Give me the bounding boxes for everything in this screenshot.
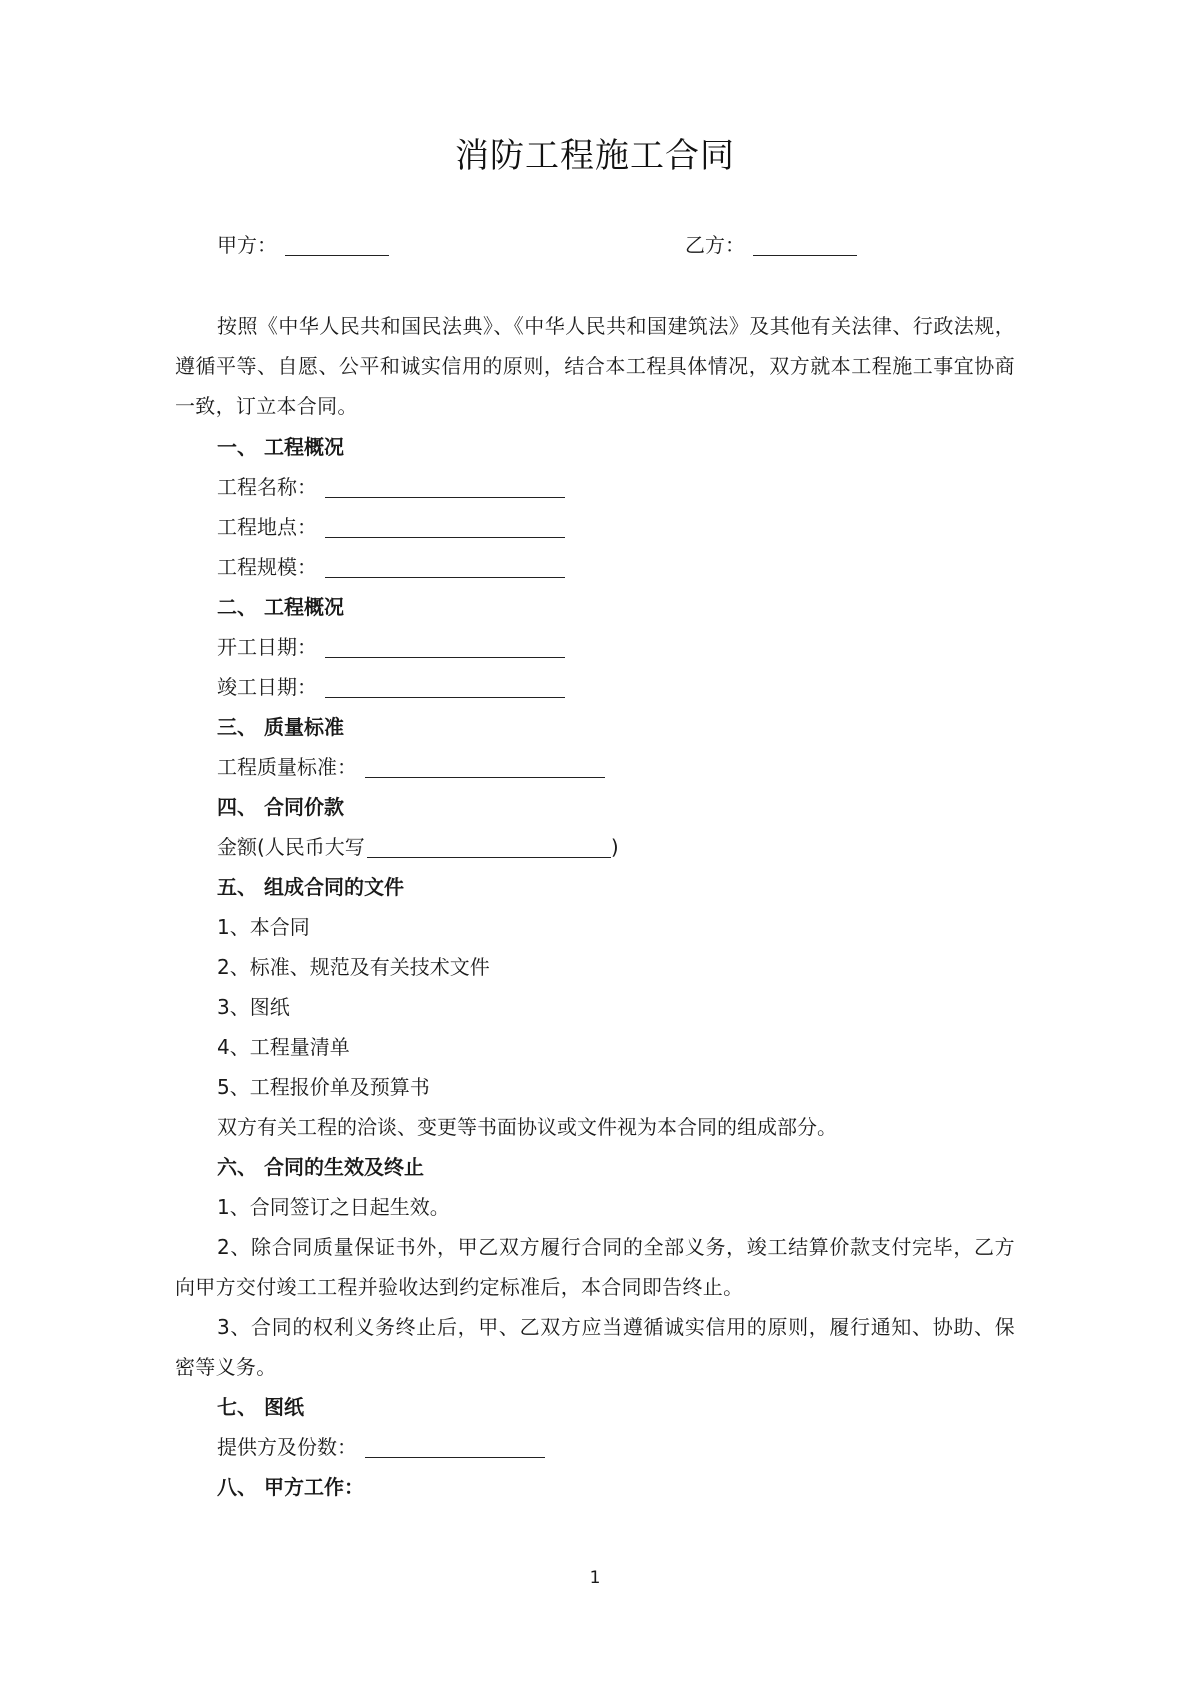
intro-paragraph: 按照《中华人民共和国民法典》、《中华人民共和国建筑法》及其他有关法律、行政法规，遵循平等、自愿、公平和诚实信用的原则，结合本工程具体情况，双方就本工程施工事宜协商一致，订立本合同。 (175, 314, 1015, 418)
party-b-blank[interactable] (753, 233, 857, 256)
list-item: 4、工程量清单 (217, 1035, 350, 1059)
amount-blank[interactable] (367, 835, 611, 858)
party-b-label: 乙方： (685, 233, 745, 257)
section-2-heading: 二、 工程概况 (217, 595, 344, 619)
project-name-blank[interactable] (325, 475, 565, 498)
list-item: 2、标准、规范及有关技术文件 (217, 955, 490, 979)
section-7-heading: 七、 图纸 (217, 1395, 304, 1419)
list-item: 5、工程报价单及预算书 (217, 1075, 430, 1099)
end-date-blank[interactable] (325, 675, 565, 698)
party-b-field (685, 230, 857, 260)
amount-suffix: ) (610, 835, 619, 859)
party-a-blank[interactable] (285, 233, 389, 256)
quality-standard-blank[interactable] (365, 755, 605, 778)
drawing-provider-field (217, 1432, 545, 1462)
section-8-heading: 八、 甲方工作： (217, 1475, 364, 1499)
project-scale-field (217, 552, 565, 582)
list-item: 3、图纸 (217, 995, 290, 1019)
start-date-field (217, 632, 565, 662)
party-a-label: 甲方： (217, 233, 277, 257)
section-5-heading: 五、 组成合同的文件 (217, 875, 404, 899)
section-4-heading: 四、 合同价款 (217, 795, 344, 819)
start-date-label: 开工日期： (217, 635, 317, 659)
end-date-label: 竣工日期： (217, 675, 317, 699)
quality-standard-label: 工程质量标准： (217, 755, 357, 779)
section-6-item-1: 1、合同签订之日起生效。 (217, 1195, 450, 1219)
amount-field (217, 832, 619, 862)
amount-prefix: 金额(人民币大写 (217, 835, 365, 859)
drawing-provider-blank[interactable] (365, 1435, 545, 1458)
page-number: 1 (589, 1568, 601, 1588)
section-5-note: 双方有关工程的洽谈、变更等书面协议或文件视为本合同的组成部分。 (217, 1115, 837, 1139)
section-1-heading: 一、 工程概况 (217, 435, 344, 459)
quality-standard-field (217, 752, 605, 782)
project-location-field (217, 512, 565, 542)
section-6-item-2: 2、除合同质量保证书外，甲乙双方履行合同的全部义务，竣工结算价款支付完毕，乙方向甲方交付竣工工程并验收达到约定标准后，本合同即告终止。 (175, 1235, 1015, 1299)
document-title: 消防工程施工合同 (455, 136, 735, 176)
end-date-field (217, 672, 565, 702)
project-name-field (217, 472, 565, 502)
party-a-field (217, 230, 389, 260)
section-6-item-3: 3、合同的权利义务终止后，甲、乙双方应当遵循诚实信用的原则，履行通知、协助、保密等义务。 (175, 1315, 1015, 1379)
project-scale-label: 工程规模： (217, 555, 317, 579)
project-scale-blank[interactable] (325, 555, 565, 578)
section-6-heading: 六、 合同的生效及终止 (217, 1155, 424, 1179)
project-location-blank[interactable] (325, 515, 565, 538)
section-3-heading: 三、 质量标准 (217, 715, 344, 739)
drawing-provider-label: 提供方及份数： (217, 1435, 357, 1459)
start-date-blank[interactable] (325, 635, 565, 658)
project-name-label: 工程名称： (217, 475, 317, 499)
project-location-label: 工程地点： (217, 515, 317, 539)
list-item: 1、本合同 (217, 915, 310, 939)
